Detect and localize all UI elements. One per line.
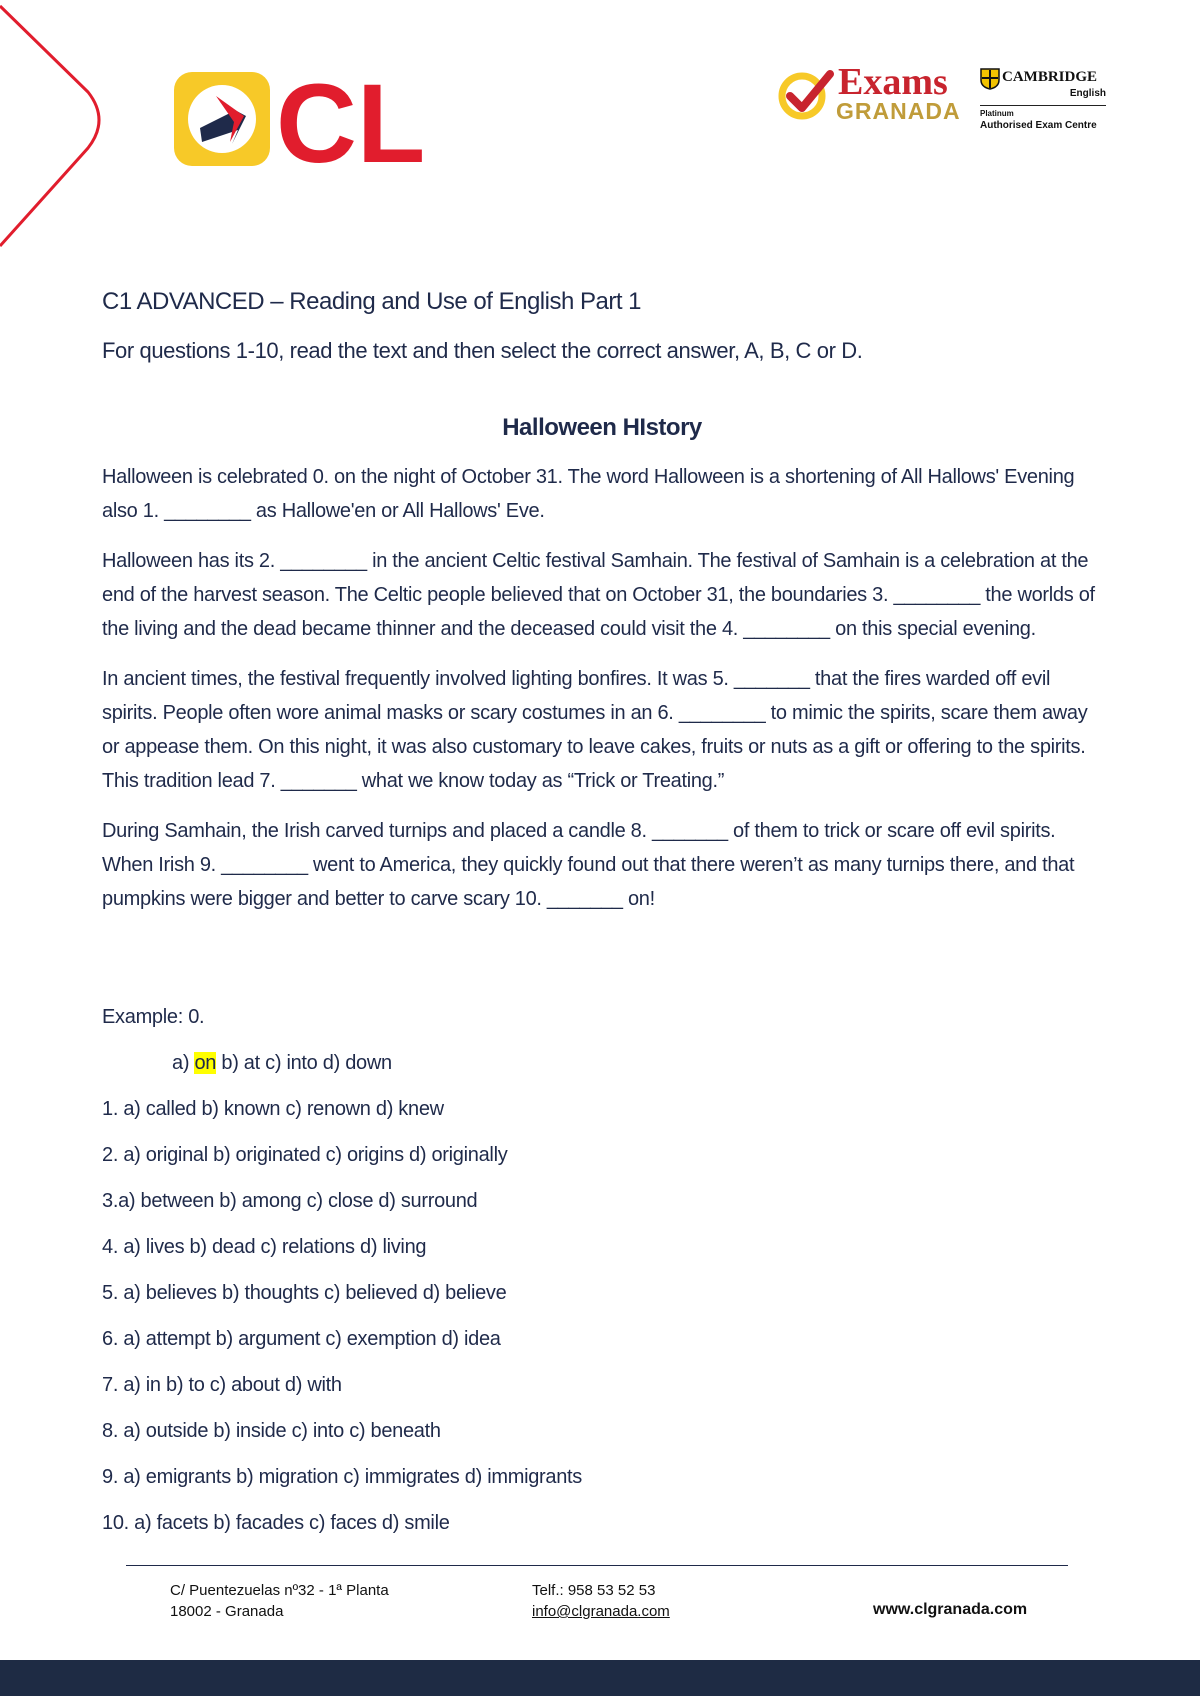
cambridge-shield-icon [980, 68, 1000, 90]
paragraph: Halloween has its 2. ________ in the ancient Celtic festival Samhain. The festival of Samhain is a celebration at the end of the harvest season. The Celtic people believed that on October 31, the boundaries 3. ________ the worlds of the living and the dead became thinner and the deceased could visit the 4. ________ on this special evening. [102, 550, 1095, 640]
example-prefix: a) [172, 1052, 195, 1074]
question-options-4: 4. a) lives b) dead c) relations d) living [102, 1236, 427, 1258]
example-answer-highlight: on [194, 1052, 217, 1074]
website-link[interactable]: www.clgranada.com [873, 1601, 1028, 1618]
corner-decoration [0, 0, 120, 260]
exams-granada-logo [778, 61, 961, 124]
cambridge-logo [980, 68, 1110, 136]
paragraph: Halloween is celebrated 0. on the night of October 31. The word Halloween is a shortening of All Hallows' Evening also 1. ________ as Hallowe'en or All Hallows' Eve. [102, 466, 1075, 522]
document-title: C1 ADVANCED – Reading and Use of English Part 1 [102, 288, 642, 315]
example-options [102, 1048, 1102, 1094]
question-options-8: 8. a) outside b) inside c) into c) beneath [102, 1420, 441, 1442]
footer-contact [532, 1580, 670, 1622]
question-options-9: 9. a) emigrants b) migration c) immigrates d) immigrants [102, 1466, 582, 1488]
example-rest: b) at c) into d) down [216, 1052, 392, 1074]
phone-number: Telf.: 958 53 52 53 [532, 1582, 656, 1599]
question-options-2: 2. a) original b) originated c) origins d) originally [102, 1144, 508, 1166]
cl-logo-mark [172, 70, 434, 170]
question-options-10: 10. a) facets b) facades c) faces d) smile [102, 1512, 450, 1534]
answer-options [102, 1002, 1102, 1554]
question-options-3: 3.a) between b) among c) close d) surround [102, 1190, 478, 1212]
cl-logo-text: CL [276, 70, 426, 170]
cl-logo [172, 70, 434, 170]
footer-bar [0, 1660, 1200, 1696]
checkmark-icon [778, 68, 834, 124]
cambridge-divider [980, 105, 1106, 106]
question-options-7: 7. a) in b) to c) about d) with [102, 1374, 342, 1396]
question-options-6: 6. a) attempt b) argument c) exemption d) idea [102, 1328, 501, 1350]
instructions: For questions 1-10, read the text and then select the correct answer, A, B, C or D. [102, 338, 863, 363]
passage [102, 460, 1102, 932]
question-options-5: 5. a) believes b) thoughts c) believed d) believe [102, 1282, 507, 1304]
paragraph: During Samhain, the Irish carved turnips and placed a candle 8. _______ of them to trick or scare off evil spirits. When Irish 9. ________ went to America, they quickly found out that there weren’t as many turnips there, and that pumpkins were bigger and better to carve scary 10. _______ on! [102, 820, 1075, 910]
address-line-1: C/ Puentezuelas nº32 - 1ª Planta [170, 1582, 389, 1599]
cambridge-logo-text: CAMBRIDGE [1002, 69, 1098, 85]
address-line-2: 18002 - Granada [170, 1603, 284, 1620]
question-options-1: 1. a) called b) known c) renown d) knew [102, 1098, 444, 1120]
example-label: Example: 0. [102, 1006, 205, 1028]
footer-address [170, 1580, 389, 1622]
passage-title: Halloween HIstory [502, 414, 702, 441]
footer-divider [126, 1565, 1068, 1566]
english-logo-text: English [1069, 88, 1106, 99]
email-link[interactable]: info@clgranada.com [532, 1603, 670, 1620]
paragraph: In ancient times, the festival frequently involved lighting bonfires. It was 5. _______ that the fires warded off evil spirits. People often wore animal masks or scary costumes in an 6. ________ to mimic the spirits, scare them away or appease them. On this night, it was also customary to leave cakes, fruits or nuts as a gift or offering to the spirits. This tradition lead 7. _______ what we know today as “Trick or Treating.” [102, 668, 1088, 792]
granada-logo-text: GRANADA [836, 98, 961, 124]
authorised-centre-label: Authorised Exam Centre [980, 120, 1097, 131]
platinum-label: Platinum [980, 109, 1014, 118]
exams-logo-text: Exams [838, 61, 948, 103]
